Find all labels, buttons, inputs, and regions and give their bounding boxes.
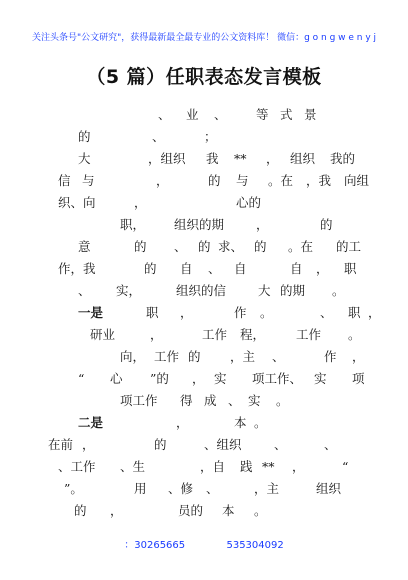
body-text-fragment: ** <box>234 151 247 166</box>
body-text-fragment: ， <box>266 151 279 166</box>
body-text-fragment: ， <box>352 349 365 364</box>
body-text-fragment: 自 <box>234 261 247 276</box>
body-text-fragment: 的 <box>144 261 157 276</box>
body-text-fragment: 。在 <box>268 173 294 188</box>
body-text-fragment: ， <box>192 371 205 386</box>
body-text-fragment: ， <box>256 217 269 232</box>
body-text-fragment: 我的 <box>330 151 356 166</box>
body-text-fragment: 项工作、 <box>252 371 303 386</box>
body-line <box>58 368 368 390</box>
body-text-fragment: 、 <box>206 481 219 496</box>
body-text-fragment: 的期 <box>280 283 306 298</box>
body-text-fragment: ， <box>180 305 193 320</box>
body-text-fragment: 本 <box>234 415 247 430</box>
body-text-fragment: ， <box>292 459 305 474</box>
body-text-fragment: 程， <box>240 327 266 342</box>
body-line <box>58 170 368 192</box>
body-text-fragment: ， <box>316 261 329 276</box>
body-text-fragment: 、 <box>228 393 241 408</box>
body-text-fragment: ，主 <box>230 349 256 364</box>
body-text-fragment: 向组 <box>344 173 370 188</box>
body-text-fragment: 的 <box>254 239 267 254</box>
body-text-fragment: 作 <box>234 305 247 320</box>
body-text-fragment: 心 <box>110 371 123 386</box>
body-text-fragment: 与 <box>236 173 249 188</box>
body-text-fragment: “ <box>78 371 85 386</box>
body-text-fragment: 式 <box>280 107 293 122</box>
body-text-fragment: 心的 <box>236 195 262 210</box>
body-text-fragment: 向， <box>120 349 146 364</box>
body-text-fragment: 的 <box>154 437 167 452</box>
body-line <box>58 280 368 302</box>
body-text-fragment: 自 <box>290 261 303 276</box>
body-text-fragment: 自 <box>180 261 193 276</box>
body-text-fragment: 织、向 <box>58 195 96 210</box>
body-text-fragment: 组织 <box>290 151 316 166</box>
body-text-fragment: 大 <box>78 151 91 166</box>
body-text-fragment: 景 <box>304 107 317 122</box>
body-text-fragment: 组织的信 <box>176 283 227 298</box>
body-text-fragment: 、 <box>208 261 221 276</box>
body-text-fragment: 。 <box>254 503 267 518</box>
body-text-fragment: 的 <box>208 173 221 188</box>
body-text-fragment: 意 <box>78 239 91 254</box>
body-text-fragment: 的 <box>188 349 201 364</box>
body-text-fragment: 、 <box>272 349 285 364</box>
body-text-fragment: 。 <box>348 327 361 342</box>
body-text-fragment: 等 <box>256 107 269 122</box>
body-text-fragment: 、 <box>320 305 333 320</box>
body-text-fragment: 信 <box>58 173 71 188</box>
body-text-fragment: 组织 <box>316 481 342 496</box>
body-text-fragment: 工作 <box>202 327 228 342</box>
body-text-fragment: 我 <box>206 151 219 166</box>
body-text-fragment: 职 <box>348 305 361 320</box>
body-text-fragment: 、工作 <box>58 459 96 474</box>
body-text-fragment: ， <box>150 327 163 342</box>
body-text-fragment: 。 <box>260 305 273 320</box>
body-text-fragment: 大 <box>258 283 271 298</box>
header-promo-note: 关注头条号"公文研究"，获得最新最全最专业的公文资料库！ 微信：g o n g w e n y j <box>31 33 377 43</box>
body-line <box>58 302 381 324</box>
body-text-fragment: ”。 <box>64 481 83 496</box>
body-text-fragment: ”的 <box>150 371 169 386</box>
body-text-fragment: 、修 <box>168 481 194 496</box>
body-text-fragment: 研业 <box>90 327 116 342</box>
body-text-fragment: 本 <box>222 503 235 518</box>
body-text-fragment: 。在 <box>288 239 314 254</box>
body-line <box>58 478 368 500</box>
body-text-fragment: 的 <box>198 239 211 254</box>
body-text-fragment: 职 <box>344 261 357 276</box>
body-line <box>58 192 368 214</box>
body-text-fragment: 工作 <box>296 327 322 342</box>
body-text-fragment: ； <box>204 129 217 144</box>
body-text-fragment: 的 <box>134 239 147 254</box>
body-text-fragment: 业 <box>186 107 199 122</box>
body-line <box>58 148 368 170</box>
body-line <box>58 258 368 280</box>
body-text-fragment: 用 <box>134 481 147 496</box>
body-text-fragment: 职 <box>146 305 159 320</box>
body-text-fragment: 、 <box>78 283 91 298</box>
body-line <box>58 346 368 368</box>
body-text-fragment: 二是 <box>78 415 104 430</box>
body-text-fragment: 组织的期 <box>174 217 225 232</box>
body-text-fragment: 实 <box>214 371 227 386</box>
body-text-fragment: 得 <box>180 393 193 408</box>
body-text-fragment: 、 <box>324 437 337 452</box>
body-text-fragment: 实， <box>116 283 142 298</box>
body-text-fragment: ，自 <box>200 459 226 474</box>
body-line <box>58 412 368 434</box>
body-text-fragment: 求、 <box>218 239 244 254</box>
body-text-fragment: 、 <box>174 239 187 254</box>
body-text-fragment: 与 <box>82 173 95 188</box>
body-text-fragment: 工作 <box>154 349 180 364</box>
body-text-fragment: ， <box>156 173 169 188</box>
body-text-fragment: 项 <box>352 371 365 386</box>
body-text-fragment: 的 <box>78 129 91 144</box>
body-text-fragment: 的工 <box>336 239 362 254</box>
body-text-fragment: ， <box>368 305 381 320</box>
body-line <box>58 324 368 346</box>
body-text-fragment: 、生 <box>120 459 146 474</box>
body-text-fragment: 、 <box>152 129 165 144</box>
body-text-fragment: 作，我 <box>58 261 96 276</box>
body-text-fragment: 、 <box>274 437 287 452</box>
body-text-fragment: ，我 <box>306 173 332 188</box>
body-text-fragment: 。 <box>276 393 289 408</box>
body-line <box>58 500 368 522</box>
body-line <box>58 456 368 478</box>
body-text-fragment: 的 <box>74 503 87 518</box>
body-line <box>58 214 368 236</box>
body-text-fragment: 的 <box>320 217 333 232</box>
body-text-fragment: ，主 <box>254 481 280 496</box>
body-text-fragment: 。 <box>332 283 345 298</box>
footer-contact-numbers: ：30265665 535304092 <box>124 540 284 551</box>
body-text-fragment: 在前 <box>48 437 74 452</box>
body-text-fragment: 、 <box>214 107 227 122</box>
body-text-fragment: ， <box>176 415 189 430</box>
body-text-fragment: 职， <box>120 217 146 232</box>
body-text-fragment: ， <box>82 437 95 452</box>
document-title: （5 篇）任职表态发言模板 <box>86 66 322 88</box>
body-line <box>58 390 368 412</box>
body-text-fragment: ** <box>262 459 275 474</box>
body-text-fragment: ， <box>134 195 147 210</box>
body-line <box>58 126 368 148</box>
body-text-fragment: 、 <box>158 107 171 122</box>
body-text-fragment: “ <box>342 459 349 474</box>
body-line <box>58 236 368 258</box>
body-line <box>48 434 368 456</box>
body-text-fragment: ，组织 <box>148 151 186 166</box>
body-text-fragment: 一是 <box>78 305 104 320</box>
body-text-fragment: 、组织 <box>204 437 242 452</box>
body-text-fragment: 员的 <box>178 503 204 518</box>
document-body <box>48 104 381 522</box>
body-text-fragment: 作 <box>324 349 337 364</box>
body-line <box>58 104 368 126</box>
body-text-fragment: 项工作 <box>120 393 158 408</box>
body-text-fragment: 践 <box>240 459 253 474</box>
body-text-fragment: 实 <box>314 371 327 386</box>
body-text-fragment: 成 <box>204 393 217 408</box>
body-text-fragment: ， <box>110 503 123 518</box>
body-text-fragment: 。 <box>254 415 267 430</box>
body-text-fragment: 实 <box>248 393 261 408</box>
